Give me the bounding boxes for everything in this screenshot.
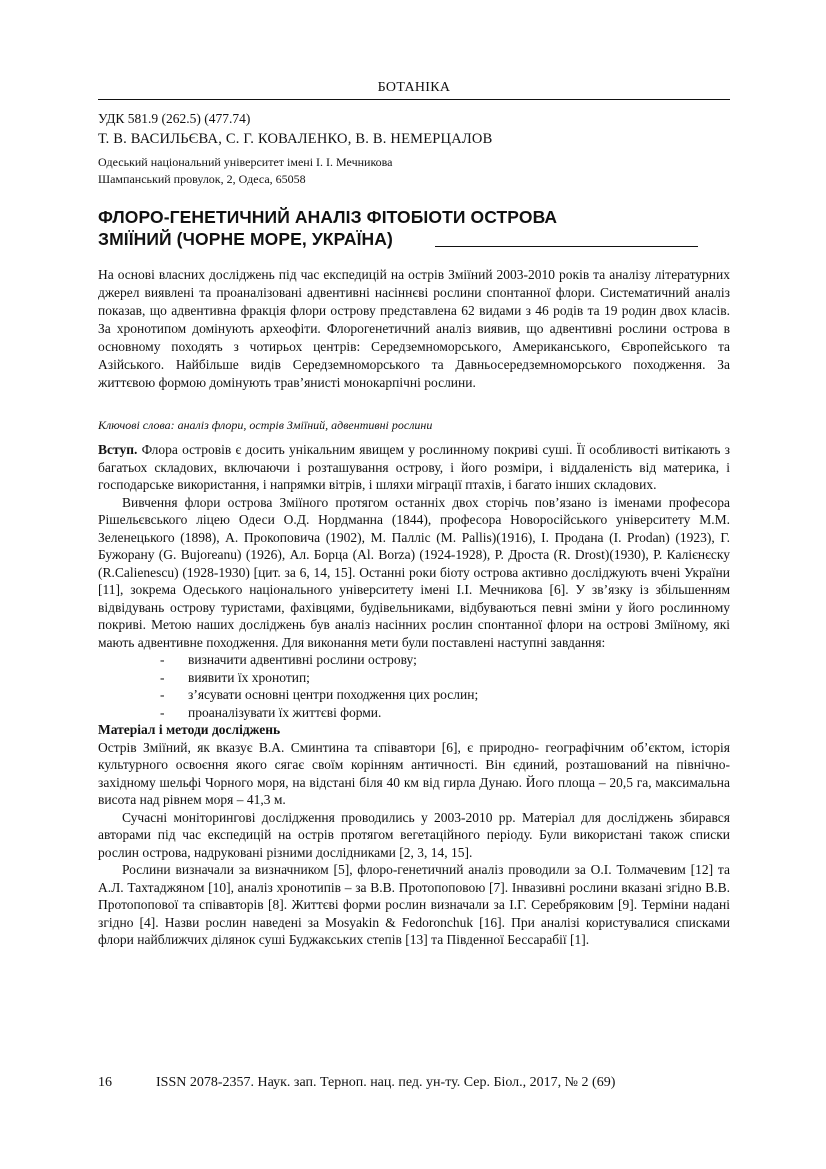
journal-section-header: БОТАНІКА: [377, 80, 451, 95]
intro-label: Вступ.: [98, 442, 138, 457]
udk-code: УДК 581.9 (262.5) (477.74): [98, 111, 251, 126]
affiliation-line-2: Шампанський провулок, 2, Одеса, 65058: [98, 172, 306, 186]
page-footer: [98, 1075, 615, 1091]
list-dash: -: [160, 704, 165, 720]
intro-text-1: Флора островів є досить унікальним явищем у рослинному покриві суші. Її особливості витікають з багатьох складових, включаючи і розташування острову, і його розміри, і віддаленість від материка, і господарське використання, і напрямки вітрів, і шляхи міграції птахів, і багато інших складових.: [98, 442, 730, 492]
list-dash: -: [160, 669, 165, 685]
list-item: [98, 651, 730, 669]
task-text: визначити адвентивні рослини острову;: [188, 652, 417, 667]
task-text: проаналізувати їх життєві форми.: [188, 704, 382, 720]
intro-paragraph-1: [98, 441, 730, 494]
author-list: Т. В. ВАСИЛЬЄВА, С. Г. КОВАЛЕНКО, В. В. НЕМЕРЦАЛОВ: [98, 131, 493, 147]
article-title-line-2: ЗМІЇНИЙ (ЧОРНЕ МОРЕ, УКРАЇНА): [98, 229, 393, 249]
methods-paragraph-2: Сучасні моніторингові дослідження проводились у 2003-2010 рр. Матеріал для досліджень збирався авторами під час експедицій на острів протягом вегетаційного періоду. Були використані також списки рослин острова, надруковані різними дослідниками [2, 3, 14, 15].: [98, 809, 730, 860]
keywords: Ключові слова: аналіз флори, острів Зміїний, адвентивні рослини: [98, 418, 433, 432]
list-item: [98, 704, 730, 722]
journal-citation: ISSN 2078-2357. Наук. зап. Терноп. нац. пед. ун-ту. Сер. Біол., 2017, № 2 (69): [156, 1075, 616, 1090]
task-text: з’ясувати основні центри походження цих рослин;: [188, 687, 479, 702]
affiliation: [98, 154, 393, 188]
header-divider: [98, 99, 730, 100]
article-title: [98, 206, 698, 250]
affiliation-line-1: Одеський національний університет імені І. І. Мечникова: [98, 155, 393, 169]
article-body: [98, 441, 730, 949]
list-item: [98, 669, 730, 687]
page-number: 16: [98, 1075, 112, 1090]
list-dash: -: [160, 687, 165, 702]
methods-heading: Матеріал і методи досліджень: [98, 722, 281, 737]
list-item: [98, 686, 730, 704]
methods-paragraph-3: Рослини визначали за визначником [5], флоро-генетичний аналіз проводили за О.І. Толмачевим [12] та А.Л. Тахтаджяном [10], аналіз хронотипів – за В.В. Протопоповою [7]. Інвазивні рослини вказані згідно В.В. Протопопової та співавторів [8]. Життєві форми рослин визначали за І.Г. Серебряковим [9]. Терміни надані згідно [4]. Назви рослин наведені за Mosyakin & Fedoronchuk [16]. При аналізі користувалися списками флори найближчих ділянок суші Буджакських степів [13] та Південної Бессарабії [1].: [98, 862, 730, 947]
task-list: [98, 651, 730, 721]
list-dash: -: [160, 652, 165, 667]
article-title-line-1: ФЛОРО-ГЕНЕТИЧНИЙ АНАЛІЗ ФІТОБІОТИ ОСТРОВА: [98, 207, 558, 227]
title-underline: [435, 246, 698, 247]
methods-paragraph-1: Острів Зміїний, як вказує В.А. Сминтина та співавтори [6], є природно- географічним об’єктом, історія культурного освоєння якого сягає своїм корінням античності. Він єдиний, розташований на північно-західному шельфі Чорного моря, на відстані біля 40 км від гирла Дунаю. Його площа – 20,5 га, максимальна висота над рівнем моря – 41,3 м.: [98, 739, 730, 807]
task-text: виявити їх хронотип;: [188, 669, 310, 685]
abstract: На основі власних досліджень під час експедицій на острів Зміїний 2003-2010 років та аналізу літературних джерел виявлені та проаналізовані адвентивні насіннєві рослини спонтанної флори. Систематичний аналіз показав, що адвентивна фракція флори острову представлена 62 видами з 46 родів та 19 родин двох класів. За хронотипом домінують археофіти. Флорогенетичний аналіз виявив, що адвентивні рослини острова в основному походять з чотирьох центрів: Середземноморського, Американського, Європейського та Азійського. Найбільше видів Середземноморського та Давньосередземноморського походження. За життєвою формою домінують трав’янисті монокарпічні рослини.: [98, 267, 730, 390]
intro-paragraph-2: Вивчення флори острова Зміїного протягом останніх двох сторічь пов’язано із іменами професора Рішельєвського ліцею Одеси О.Д. Нордманна (1844), професора Новоросійського університету М.М. Зеленецького (1898), А. Прокоповича (1902), М. Палліс (M. Pallis)(1916), І. Продана (I. Prodan) (1923), Г. Бужорану (G. Bujoreanu) (1926), Ал. Борца (Al. Borza) (1924-1928), Р. Дроста (R. Drost)(1930), Р. Калієнєску (R.Calienescu) (1928-1930) [цит. за 6, 14, 15]. Останні роки біоту острова активно досліджують вчені України [11], зокрема Одеського національного університету імені І.І. Мечникова [6]. У зв’язку із збільшенням відвідувань острову туристами, фахівцями, будівельниками, відбуваються певні зміни у його рослинному покриві. Метою наших досліджень був аналіз насінних рослин спонтанної флори на острові Зміїному, які мають адвентивне походження. Для виконання мети були поставлені наступні завдання:: [98, 494, 730, 650]
